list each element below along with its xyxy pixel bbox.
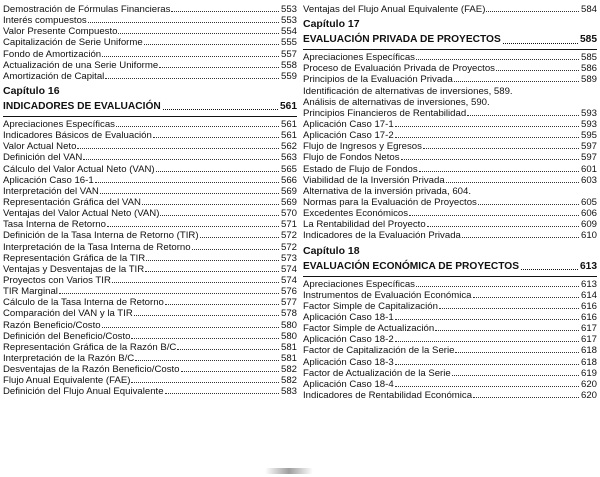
entry-title: Interés compuestos [3, 15, 87, 27]
entry-title: Interpretación del VAN [3, 185, 99, 197]
dot-leader [165, 304, 279, 305]
entry-title: Aplicación Caso 18-3 [303, 356, 394, 368]
dot-leader [416, 286, 579, 287]
dot-leader [105, 78, 279, 79]
entry-title: Valor Actual Neto [3, 141, 77, 153]
dot-leader [395, 341, 579, 342]
toc-entry [3, 386, 297, 397]
entry-title: Capitalización de Serie Uniforme [3, 37, 143, 49]
dot-leader [200, 237, 279, 238]
toc-entry [3, 230, 297, 241]
dot-leader [416, 59, 579, 60]
entry-page: 586 [580, 63, 597, 75]
entry-page: 555 [280, 37, 297, 49]
entry-title: Análisis de alternativas de inversiones, 590. [303, 96, 490, 108]
entry-title: Amortización de Capital [3, 70, 105, 82]
toc-entry [303, 86, 597, 97]
toc-entry [303, 323, 597, 334]
dot-leader [395, 137, 579, 138]
entry-title: Flujo de Fondos Netos [303, 152, 400, 164]
section-title-text: EVALUACIÓN ECONÓMICA DE PROYECTOS [303, 260, 520, 272]
entry-page: 617 [580, 334, 597, 346]
entry-page: 580 [280, 330, 297, 342]
toc-entry [303, 379, 597, 390]
entry-title: Proyectos con Varios TIR [3, 274, 111, 286]
toc-entry [3, 60, 297, 71]
entry-page: 589 [580, 74, 597, 86]
toc-entry [3, 186, 297, 197]
toc-entry [3, 26, 297, 37]
entry-title: Normas para la Evaluación de Proyectos [303, 196, 477, 208]
entry-page: 571 [280, 219, 297, 231]
chapter-16-section-title [3, 99, 297, 115]
toc-entry [3, 275, 297, 286]
toc-entry [303, 130, 597, 141]
toc-entry [3, 175, 297, 186]
entry-title: Razón Beneficio/Costo [3, 319, 101, 331]
dot-leader [395, 126, 579, 127]
toc-entry [3, 4, 297, 15]
entry-page: 553 [280, 15, 297, 27]
left-column [3, 4, 297, 398]
entry-page: 618 [580, 345, 597, 357]
entry-page: 565 [280, 163, 297, 175]
entry-title: Indicadores de la Evaluación Privada [303, 230, 461, 242]
dot-leader [131, 338, 279, 339]
dot-leader [146, 260, 279, 261]
dot-leader [159, 67, 279, 68]
dot-leader [473, 397, 579, 398]
entry-title: Ventajas y Desventajas de la TIR [3, 263, 145, 275]
dot-leader [134, 315, 279, 316]
entry-page: 561 [280, 130, 297, 142]
entry-page: 563 [280, 152, 297, 164]
dot-leader [419, 171, 579, 172]
toc-entry [3, 364, 297, 375]
entry-page: 580 [280, 319, 297, 331]
dot-leader [446, 182, 579, 183]
toc-entry [303, 357, 597, 368]
entry-page: 613 [580, 278, 597, 290]
dot-leader [181, 371, 279, 372]
toc-entry [3, 141, 297, 152]
entry-title: Apreciaciones Específicas [303, 52, 415, 64]
entry-title: Factor Simple de Actualización [303, 323, 435, 335]
entry-title: Definición del VAN [3, 152, 83, 164]
dot-leader [452, 375, 579, 376]
section-rule [3, 116, 297, 117]
entry-page: 554 [280, 26, 297, 38]
entry-title: Interpretación de la Tasa Interna de Retorno [3, 241, 191, 253]
toc-entry [3, 297, 297, 308]
chapter-17-entries [303, 52, 597, 241]
entry-title: Principios Financieros de Rentabilidad [303, 107, 467, 119]
entry-title: Definición de la Tasa Interna de Retorno (TIR) [3, 230, 199, 242]
toc-entry [303, 312, 597, 323]
toc-entry [3, 119, 297, 130]
toc-entry [303, 186, 597, 197]
section-page: 585 [580, 34, 597, 46]
entry-page: 609 [580, 219, 597, 231]
dot-leader [135, 360, 279, 361]
dot-leader [395, 364, 579, 365]
toc-entry [3, 331, 297, 342]
entry-page: 576 [280, 286, 297, 298]
entry-title: Definición del Beneficio/Costo [3, 330, 131, 342]
dot-leader [131, 382, 279, 383]
section-page: 561 [280, 100, 297, 112]
dot-leader [156, 171, 279, 172]
toc-entry [3, 219, 297, 230]
dot-leader [462, 237, 579, 238]
entry-page: 559 [280, 70, 297, 82]
toc-entry [303, 230, 597, 241]
entry-title: Cálculo de la Tasa Interna de Retorno [3, 297, 164, 309]
toc-entry [303, 141, 597, 152]
entry-page: 573 [280, 252, 297, 264]
toc-entry [3, 253, 297, 264]
entry-page: 616 [580, 311, 597, 323]
dot-leader [427, 226, 579, 227]
entry-title: Representación Gráfica de la Razón B/C [3, 341, 177, 353]
entry-page: 584 [580, 4, 597, 15]
dot-leader [478, 204, 579, 205]
chapter-16-heading: Capítulo 16 [3, 84, 60, 97]
entry-title: Aplicación Caso 17-2 [303, 130, 394, 142]
dot-leader [145, 271, 279, 272]
dot-leader [153, 137, 279, 138]
dot-leader [395, 386, 579, 387]
dot-leader [116, 126, 279, 127]
dot-leader [165, 393, 279, 394]
entry-page: 585 [580, 52, 597, 64]
right-top-entries [303, 4, 597, 15]
dot-leader [439, 308, 579, 309]
toc-entry [3, 37, 297, 48]
entry-title: Tasa Interna de Retorno [3, 219, 106, 231]
dot-leader [77, 148, 279, 149]
toc-entry [3, 130, 297, 141]
dot-leader [171, 11, 279, 12]
section-title-text: INDICADORES DE EVALUACIÓN [3, 100, 161, 112]
dot-leader [521, 269, 578, 270]
entry-page: 581 [280, 352, 297, 364]
dot-leader [455, 352, 579, 353]
dot-leader [486, 11, 579, 12]
toc-entry [3, 197, 297, 208]
toc-entry [303, 334, 597, 345]
entry-page: 583 [280, 386, 297, 398]
toc-entry [303, 345, 597, 356]
entry-title: Factor de Capitalización de la Serie [303, 345, 455, 357]
dot-leader [112, 282, 279, 283]
entry-title: Identificación de alternativas de inversiones, 589. [303, 85, 513, 97]
entry-title: Representación Gráfica de la TIR [3, 252, 146, 264]
dot-leader [118, 33, 279, 34]
entry-title: Factor Simple de Capitalización [303, 300, 438, 312]
entry-title: Aplicación Caso 18-4 [303, 378, 394, 390]
entry-page: 618 [580, 356, 597, 368]
toc-entry [303, 164, 597, 175]
dot-leader [102, 56, 279, 57]
entry-page: 569 [280, 185, 297, 197]
entry-title: Aplicación Caso 17-1 [303, 118, 394, 130]
entry-page: 597 [580, 152, 597, 164]
toc-entry [303, 301, 597, 312]
entry-page: 578 [280, 308, 297, 320]
toc-entry [3, 208, 297, 219]
toc-entry [303, 219, 597, 230]
entry-title: Aplicación Caso 18-2 [303, 334, 394, 346]
toc-entry [303, 290, 597, 301]
entry-page: 601 [580, 163, 597, 175]
entry-title: Factor de Actualización de la Serie [303, 367, 451, 379]
entry-title: Cálculo del Valor Actual Neto (VAN) [3, 163, 155, 175]
entry-title: Flujo Anual Equivalente (FAE) [3, 375, 131, 387]
entry-page: 614 [580, 289, 597, 301]
toc-entry [303, 63, 597, 74]
entry-page: 558 [280, 59, 297, 71]
dot-leader [95, 182, 279, 183]
chapter-17-section-title [303, 32, 597, 48]
entry-page: 605 [580, 196, 597, 208]
entry-title: Estado de Flujo de Fondos [303, 163, 418, 175]
entry-title: Indicadores Básicos de Evaluación [3, 130, 152, 142]
dot-leader [409, 215, 579, 216]
entry-page: 620 [580, 378, 597, 390]
dot-leader [177, 349, 279, 350]
dot-leader [473, 297, 579, 298]
entry-title: Viabilidad de la Inversión Privada [303, 174, 445, 186]
entry-title: Actualización de una Serie Uniforme [3, 59, 159, 71]
entry-page: 577 [280, 297, 297, 309]
toc-entry [3, 286, 297, 297]
toc-entry [3, 320, 297, 331]
entry-page: 574 [280, 274, 297, 286]
section-page: 613 [580, 260, 597, 272]
dot-leader [423, 148, 579, 149]
entry-title: Desventajas de la Razón Beneficio/Costo [3, 364, 180, 376]
entry-page: 572 [280, 241, 297, 253]
toc-entry [303, 119, 597, 130]
toc-entry [3, 375, 297, 386]
entry-page: 603 [580, 174, 597, 186]
entry-page: 595 [580, 130, 597, 142]
left-top-entries [3, 4, 297, 82]
entry-page: 569 [280, 196, 297, 208]
entry-page: 582 [280, 375, 297, 387]
entry-page: 562 [280, 141, 297, 153]
dot-leader [142, 204, 279, 205]
entry-title: TIR Marginal [3, 286, 58, 298]
right-column [303, 4, 597, 401]
toc-entry [303, 52, 597, 63]
dot-leader [160, 215, 279, 216]
entry-page: 606 [580, 208, 597, 220]
dot-leader [401, 159, 579, 160]
entry-title: Comparación del VAN y la TIR [3, 308, 133, 320]
entry-title: Principios de la Evaluación Privada [303, 74, 453, 86]
toc-entry [3, 308, 297, 319]
dot-leader [107, 226, 279, 227]
entry-title: Demostración de Fórmulas Financieras [3, 4, 171, 15]
entry-title: La Rentabilidad del Proyecto [303, 219, 426, 231]
toc-entry [303, 108, 597, 119]
entry-title: Apreciaciones Específicas [3, 118, 115, 130]
toc-entry [303, 208, 597, 219]
toc-entry [3, 342, 297, 353]
dot-leader [395, 319, 579, 320]
chapter-17-heading: Capítulo 17 [303, 18, 360, 31]
entry-page: 572 [280, 230, 297, 242]
entry-title: Aplicación Caso 18-1 [303, 311, 394, 323]
dot-leader [88, 22, 279, 23]
entry-page: 557 [280, 48, 297, 60]
toc-entry [3, 264, 297, 275]
entry-page: 597 [580, 141, 597, 153]
toc-entry [3, 71, 297, 82]
entry-title: Valor Presente Compuesto [3, 26, 118, 38]
entry-title: Excedentes Económicos [303, 208, 409, 220]
chapter-18-section-title [303, 259, 597, 275]
entry-page: 570 [280, 208, 297, 220]
toc-entry [303, 152, 597, 163]
toc-entry [303, 279, 597, 290]
dot-leader [503, 43, 578, 44]
dot-leader [192, 249, 279, 250]
dot-leader [102, 327, 279, 328]
toc-entry [303, 390, 597, 401]
entry-title: Instrumentos de Evaluación Económica [303, 289, 472, 301]
dot-leader [163, 109, 278, 110]
section-rule [303, 276, 597, 277]
chapter-18-heading: Capítulo 18 [303, 244, 360, 257]
section-rule [303, 49, 597, 50]
toc-entry [3, 49, 297, 60]
entry-page: 593 [580, 118, 597, 130]
entry-title: Proceso de Evaluación Privada de Proyectos [303, 63, 495, 75]
toc-entry [303, 175, 597, 186]
dot-leader [496, 70, 579, 71]
entry-title: Ventajas del Valor Actual Neto (VAN) [3, 208, 160, 220]
entry-page: 553 [280, 4, 297, 15]
entry-title: Ventajas del Flujo Anual Equivalente (FAE) [303, 4, 486, 15]
chapter-18-entries [303, 279, 597, 402]
entry-title: Indicadores de Rentabilidad Económica [303, 389, 473, 401]
toc-entry [3, 164, 297, 175]
entry-page: 566 [280, 174, 297, 186]
entry-page: 619 [580, 367, 597, 379]
entry-title: Alternativa de la inversión privada, 604. [303, 185, 471, 197]
dot-leader [83, 159, 279, 160]
toc-entry [303, 74, 597, 85]
toc-entry [303, 4, 597, 15]
entry-title: Representación Gráfica del VAN [3, 196, 141, 208]
dot-leader [144, 44, 279, 45]
entry-title: Apreciaciones Específicas [303, 278, 415, 290]
entry-page: 617 [580, 323, 597, 335]
toc-entry [303, 197, 597, 208]
toc-entry [303, 97, 597, 108]
entry-title: Fondo de Amortización [3, 48, 102, 60]
entry-page: 574 [280, 263, 297, 275]
entry-page: 593 [580, 107, 597, 119]
dot-leader [59, 293, 279, 294]
dot-leader [100, 193, 279, 194]
dot-leader [454, 81, 579, 82]
entry-page: 610 [580, 230, 597, 242]
entry-page: 561 [280, 118, 297, 130]
entry-page: 620 [580, 389, 597, 401]
toc-entry [3, 152, 297, 163]
entry-title: Flujo de Ingresos y Egresos [303, 141, 422, 153]
dot-leader [467, 115, 579, 116]
entry-page: 582 [280, 364, 297, 376]
section-title-text: EVALUACIÓN PRIVADA DE PROYECTOS [303, 34, 501, 46]
chapter-16-entries [3, 119, 297, 398]
scan-smudge [265, 468, 313, 474]
toc-entry [3, 353, 297, 364]
entry-page: 616 [580, 300, 597, 312]
toc-entry [3, 15, 297, 26]
entry-page: 581 [280, 341, 297, 353]
entry-title: Definición del Flujo Anual Equivalente [3, 386, 164, 398]
entry-title: Interpretación de la Razón B/C [3, 352, 135, 364]
toc-entry [303, 368, 597, 379]
toc-entry [3, 242, 297, 253]
dot-leader [435, 330, 579, 331]
entry-title: Aplicación Caso 16-1 [3, 174, 94, 186]
